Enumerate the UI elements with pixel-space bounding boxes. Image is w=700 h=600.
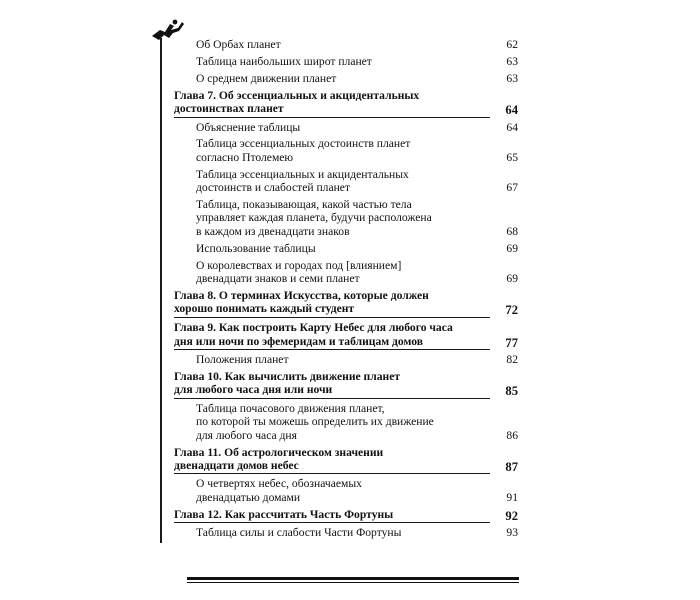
toc-subentry	[162, 72, 522, 85]
toc-entry-line: Таблица, показывающая, какой частью тела	[196, 198, 412, 212]
toc-entry-line: Таблица наибольших широт планет	[196, 54, 372, 68]
toc-subentry	[162, 526, 522, 539]
toc-entry-line: Глава 8. О терминах Искусства, которые должен	[174, 289, 429, 302]
toc-entry-line: Таблица эссенциальных и акцидентальных	[196, 167, 409, 181]
toc-chapter-entry	[162, 370, 522, 399]
toc-subentry	[162, 402, 522, 442]
toc-entry-line: для любого часа дня	[196, 428, 297, 442]
toc-subentry	[162, 353, 522, 366]
toc-page-number: 85	[505, 384, 518, 399]
toc-entry-title	[174, 370, 490, 399]
toc-entry-title	[196, 526, 490, 539]
table-of-contents	[160, 38, 522, 543]
toc-entry-line: О королевствах и городах под [влиянием]	[196, 258, 402, 272]
toc-entry-title	[196, 72, 490, 85]
toc-subentry	[162, 477, 522, 504]
toc-subentry	[162, 198, 522, 238]
toc-entry-line: двенадцатью домами	[196, 490, 301, 504]
toc-page-number: 91	[506, 490, 518, 504]
toc-entry-line: двенадцати знаков и семи планет	[196, 272, 360, 286]
toc-entry-title	[196, 121, 490, 134]
toc-subentry	[162, 55, 522, 68]
toc-page-number: 64	[506, 120, 518, 134]
toc-entry-title	[196, 168, 490, 195]
toc-chapter-entry	[162, 446, 522, 475]
toc-entry-title	[196, 242, 490, 255]
toc-entry-line: Положения планет	[196, 353, 289, 367]
toc-page-number: 65	[506, 150, 518, 164]
toc-entry-title	[196, 55, 490, 68]
toc-entry-title	[196, 38, 490, 51]
toc-page-number: 67	[506, 181, 518, 195]
toc-page-number: 63	[506, 54, 518, 68]
toc-entry-line: дня или ночи по эфемеридам и таблицам домов	[174, 334, 424, 348]
toc-entry-title	[174, 89, 490, 118]
toc-subentry	[162, 168, 522, 195]
toc-chapter-entry	[162, 89, 522, 118]
toc-page-number: 92	[505, 508, 518, 523]
toc-entry-line: в каждом из двенадцати знаков	[196, 224, 350, 238]
toc-entry-title	[196, 353, 490, 366]
bottom-double-rule	[187, 577, 519, 583]
toc-entry-line: согласно Птолемею	[196, 150, 294, 164]
toc-page-number: 63	[506, 71, 518, 85]
toc-entry-title	[196, 137, 490, 164]
toc-entry-title	[196, 402, 490, 442]
toc-entry-line: Глава 7. Об эссенциальных и акцидентальных	[174, 88, 420, 102]
toc-entry-line: достоинствах планет	[174, 102, 284, 116]
toc-entry-line: Таблица силы и слабости Части Фортуны	[196, 526, 402, 540]
toc-page-number: 77	[505, 335, 518, 350]
toc-entry-line: Объяснение таблицы	[196, 120, 301, 134]
toc-entry-line: Глава 12. Как рассчитать Часть Фортуны	[174, 507, 394, 521]
toc-entry-line: Глава 10. Как вычислить движение планет	[174, 370, 401, 384]
toc-subentry	[162, 38, 522, 51]
toc-subentry	[162, 121, 522, 134]
toc-subentry	[162, 259, 522, 286]
toc-entry-title	[174, 508, 490, 523]
toc-page-number: 93	[506, 526, 518, 540]
toc-entry-line: О четвертях небес, обозначаемых	[196, 477, 362, 491]
toc-entry-line: для любого часа дня или ночи	[174, 383, 333, 397]
toc-entry-line: Таблица почасового движения планет,	[196, 401, 385, 415]
toc-subentry	[162, 137, 522, 164]
toc-page-number: 69	[506, 241, 518, 255]
toc-entry-line: Об Орбах планет	[196, 38, 281, 51]
toc-page-number: 72	[505, 303, 518, 318]
toc-entry-line: Глава 11. Об астрологическом значении	[174, 445, 384, 459]
toc-entry-line: по которой ты можешь определить их движение	[196, 415, 434, 429]
toc-page-number: 64	[505, 103, 518, 118]
toc-page-number: 82	[506, 353, 518, 367]
toc-chapter-entry	[162, 321, 522, 350]
toc-entry-title	[174, 446, 490, 475]
toc-entry-title	[174, 321, 490, 350]
toc-page-number: 68	[506, 224, 518, 238]
toc-entry-line: достоинств и слабостей планет	[196, 181, 351, 195]
toc-page-number: 69	[506, 272, 518, 286]
toc-chapter-entry	[162, 508, 522, 523]
toc-entry-title	[196, 477, 490, 504]
toc-entry-title	[174, 289, 490, 318]
toc-entry-title	[196, 259, 490, 286]
toc-page-number: 86	[506, 428, 518, 442]
toc-chapter-entry	[162, 289, 522, 318]
toc-page-number: 87	[505, 459, 518, 474]
toc-entry-line: Глава 9. Как построить Карту Небес для любого часа	[174, 321, 453, 335]
toc-subentry	[162, 242, 522, 255]
toc-page-number: 62	[506, 38, 518, 51]
toc-entry-line: Таблица эссенциальных достоинств планет	[196, 137, 411, 151]
toc-entry-line: О среднем движении планет	[196, 71, 337, 85]
toc-entry-line: управляет каждая планета, будучи расположена	[196, 211, 432, 225]
toc-entry-title	[196, 198, 490, 238]
toc-entry-line: хорошо понимать каждый студент	[174, 302, 355, 316]
toc-entry-line: двенадцати домов небес	[174, 458, 299, 472]
toc-entry-line: Использование таблицы	[196, 241, 316, 255]
